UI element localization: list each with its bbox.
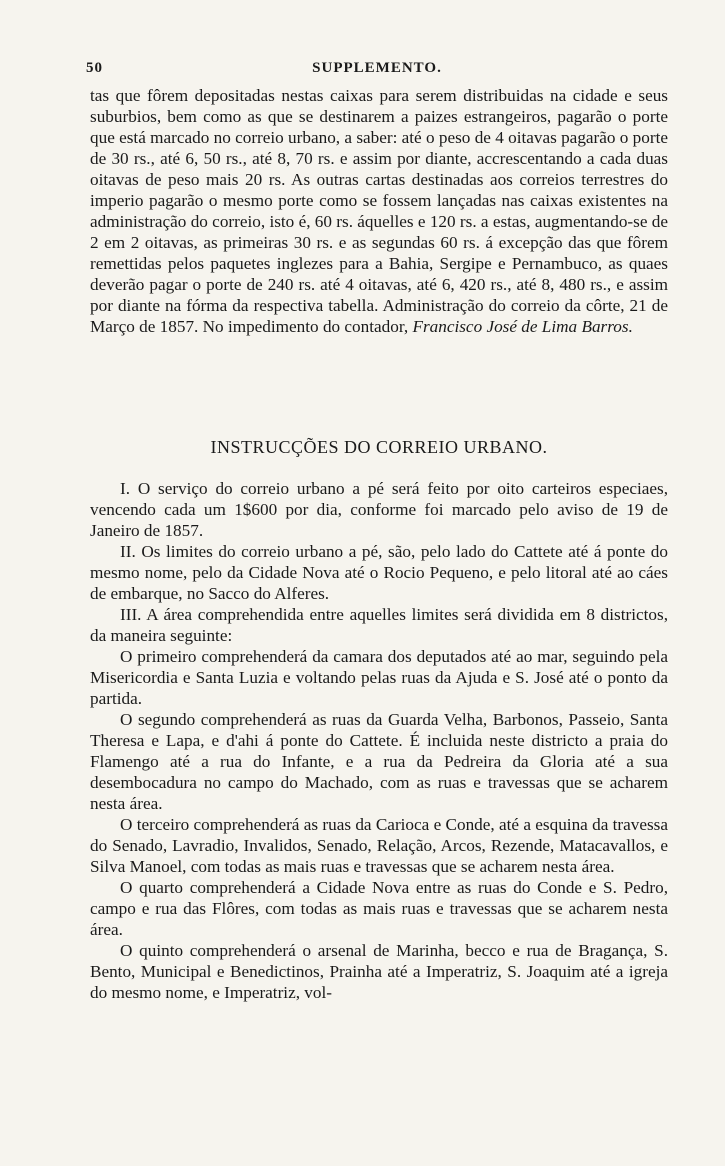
intro-block <box>90 85 668 337</box>
page-number: 50 <box>86 60 103 76</box>
paragraph-3: III. A área comprehendida entre aquelles limites será dividida em 8 districtos, da maneira seguinte: <box>90 605 668 645</box>
paragraph-8: O quinto comprehenderá o arsenal de Marinha, becco e rua de Bragança, S. Bento, Municipal e Benedictinos, Prainha até a Imperatriz, S. Joaquim até a igreja do mesmo nome, e Imperatriz, vol- <box>90 941 668 1002</box>
running-title: SUPPLEMENTO. <box>312 60 442 76</box>
intro-paragraph <box>90 85 668 337</box>
paragraph-1: I. O serviço do correio urbano a pé será feito por oito carteiros especiaes, vencendo cada um 1$600 por dia, conforme foi marcado pelo aviso de 19 de Janeiro de 1857. <box>90 479 668 540</box>
section-title: INSTRUCÇÕES DO CORREIO URBANO. <box>210 437 548 457</box>
paragraph-6: O terceiro comprehenderá as ruas da Carioca e Conde, até a esquina da travessa do Senado, Lavradio, Invalidos, Senado, Relação, Arcos, Rezende, Matacavallos, e Silva Manoel, com todas as mais ruas e travessas que se acharem nesta área. <box>90 815 668 876</box>
paragraph-2: II. Os limites do correio urbano a pé, são, pelo lado do Cattete até á ponte do mesmo nome, pelo da Cidade Nova até o Rocio Pequeno, e pelo litoral até ao cáes de embarque, no Sacco do Alferes. <box>90 542 668 603</box>
signatory: Francisco José de Lima Barros. <box>412 317 633 336</box>
intro-text: tas que fôrem depositadas nestas caixas para serem distribuidas na cidade e seus suburbios, bem como as que se destinarem a paizes estrangeiros, pagarão o porte que está marcado no correio urbano, a saber: até o peso de 4 oitavas pagarão o porte de 30 rs., até 6, 50 rs., até 8, 70 rs. e assim por diante, accrescentando a cada duas oitavas de peso mais 20 rs. As outras cartas destinadas aos correios terrestres do imperio pagarão o mesmo porte como se fossem lançadas nas caixas existentes na administração do correio, isto é, 60 rs. áquelles e 120 rs. a estas, augmentando-se de 2 em 2 oitavas, as primeiras 30 rs. e as segundas 60 rs. á excepção das que fôrem remettidas pelos paquetes inglezes para a Bahia, Sergipe e Pernambuco, as quaes deverão pagar o porte de 240 rs. até 4 oitavas, até 6, 420 rs., até 8, 480 rs., e assim por diante na fórma da respectiva tabella. Administração do correio da côrte, 21 de Março de 1857. No impedimento do contador, <box>90 86 668 336</box>
paragraph-7: O quarto comprehenderá a Cidade Nova entre as ruas do Conde e S. Pedro, campo e rua das Flôres, com todas as mais ruas e travessas que se acharem nesta área. <box>90 878 668 939</box>
page-header <box>86 60 668 80</box>
paragraph-5: O segundo comprehenderá as ruas da Guarda Velha, Barbonos, Passeio, Santa Theresa e Lapa, e d'ahi á ponte do Cattete. É incluida neste districto a praia do Flamengo até a rua do Infante, e a rua da Pedreira da Gloria até a sua desembocadura no campo do Machado, com as ruas e travessas que se acharem nesta área. <box>90 710 668 813</box>
instructions-block <box>90 478 668 1003</box>
paragraph-4: O primeiro comprehenderá da camara dos deputados até ao mar, seguindo pela Misericordia e Santa Luzia e voltando pelas ruas da Ajuda e S. José até o ponto da partida. <box>90 647 668 708</box>
